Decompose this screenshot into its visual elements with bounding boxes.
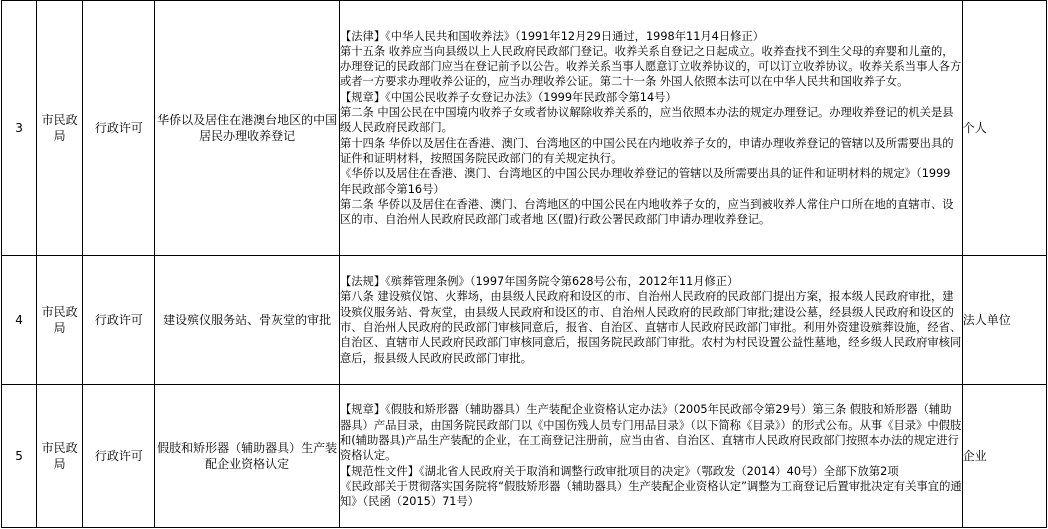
- permit-type-cell: 行政许可: [83, 1, 155, 256]
- table-row: [2, 385, 1047, 528]
- basis-paragraph: 第二条 中国公民在中国境内收养子女或者协议解除收养关系的，应当依照本办法的规定办理登记。办理收养登记的机关是县级人民政府民政部门。: [339, 106, 954, 135]
- target-cell: 个人: [962, 1, 1046, 256]
- basis-paragraph: 【规章】《中国公民收养子女登记办法》（1999年民政部令第14号）: [339, 90, 677, 104]
- legal-basis-cell: [339, 385, 962, 528]
- basis-paragraph: 【法律】《中华人民共和国收养法》（1991年12月29日通过，1998年11月4日修正）: [339, 29, 765, 43]
- permit-table: [1, 0, 1047, 528]
- row-number: 5: [2, 385, 37, 528]
- row-number: 3: [2, 1, 37, 256]
- target-cell: 企业: [962, 385, 1046, 528]
- basis-paragraph: 第十四条 华侨以及居住在香港、澳门、台湾地区的中国公民在内地收养子女的，申请办理收养登记的管辖以及所需要出具的证件和证明材料，按照国务院民政部门的有关规定执行。: [339, 136, 954, 165]
- basis-paragraph: 【规范性文件】《湖北省人民政府关于取消和调整行政审批项目的决定》（鄂政发（2014）40号）全部下放第2项: [339, 464, 899, 478]
- basis-paragraph: 第八条 建设殡仪馆、火葬场，由县级人民政府和设区的市、自治州人民政府的民政部门提出方案，报本级人民政府审批，建设殡仪服务站、骨灰堂，由县级人民政府和设区的市、自治州人民政府的民政部门审批;建设公墓，经县级人民政府和设区的市、自治州人民政府的民政部门审核同意后，报省、自治区、直辖市人民政府民政部门审批。利用外资建设殡葬设施，经省、自治区、直辖市人民政府民政部门审核同意后，报国务院民政部门审批。农村为村民设置公益性墓地，经乡级人民政府审核同意后，报县级人民政府民政部门审批。: [339, 290, 962, 365]
- permit-type-cell: 行政许可: [83, 385, 155, 528]
- item-name-cell: 华侨以及居住在港澳台地区的中国居民办理收养登记: [155, 1, 340, 256]
- basis-paragraph: 《民政部关于贯彻落实国务院将“假肢矫形器（辅助器具）生产装配企业资格认定”调整为工商登记后置审批决定有关事宜的通知》（民函（2015）71号）: [339, 479, 962, 509]
- basis-paragraph: 《华侨以及居住在香港、澳门、台湾地区的中国公民办理收养登记的管辖以及所需要出具的证件和证明材料的规定》（1999年民政部令第16号）: [339, 167, 951, 196]
- department-cell: 市民政局: [37, 385, 83, 528]
- item-name-cell: 假肢和矫形器（辅助器具）生产装配企业资格认定: [155, 385, 340, 528]
- department-cell: 市民政局: [37, 1, 83, 256]
- basis-paragraph: 第二条 华侨以及居住在香港、澳门、台湾地区的中国公民在内地收养子女的，应当到被收养人常住户口所在地的直辖市、设区的市、自治州人民政府民政部门或者地 区(盟)行政公署民政部门申请办理收养登记。: [339, 197, 954, 227]
- item-name-cell: 建设殡仪服务站、骨灰堂的审批: [155, 256, 340, 385]
- basis-paragraph: 第十五条 收养应当向县级以上人民政府民政部门登记。收养关系自登记之日起成立。收养查找不到生父母的弃婴和儿童的，办理登记的民政部门应当在登记前予以公告。收养关系当事人愿意订立收养协议的，可以订立收养协议。收养关系当事人各方或者一方要求办理收养公证的，应当办理收养公证。第二十一条 外国人依照本法可以在中华人民共和国收养子女。: [339, 44, 962, 89]
- basis-paragraph: 【规章】《假肢和矫形器（辅助器具）生产装配企业资格认定办法》（2005年民政部令第29号）第三条 假肢和矫形器（辅助器具）产品目录，由国务院民政部门以《中国伤残人员专门用品目录》（以下简称《目录》）的形式公布。从事《目录》中假肢和(辅助器具)产品生产装配的企业，在工商登记注册前，应当由省、自治区、直辖市人民政府民政部门按照本办法的规定进行资格认定。: [339, 403, 962, 463]
- row-number: 4: [2, 256, 37, 385]
- permit-type-cell: 行政许可: [83, 256, 155, 385]
- legal-basis-cell: [339, 256, 962, 385]
- department-cell: 市民政局: [37, 256, 83, 385]
- target-cell: 法人单位: [962, 256, 1046, 385]
- legal-basis-cell: [339, 1, 962, 256]
- table-row: [2, 1, 1047, 256]
- table-row: [2, 256, 1047, 385]
- basis-paragraph: 【法规】《殡葬管理条例》（1997年国务院令第628号公布，2012年11月修正）: [339, 275, 739, 289]
